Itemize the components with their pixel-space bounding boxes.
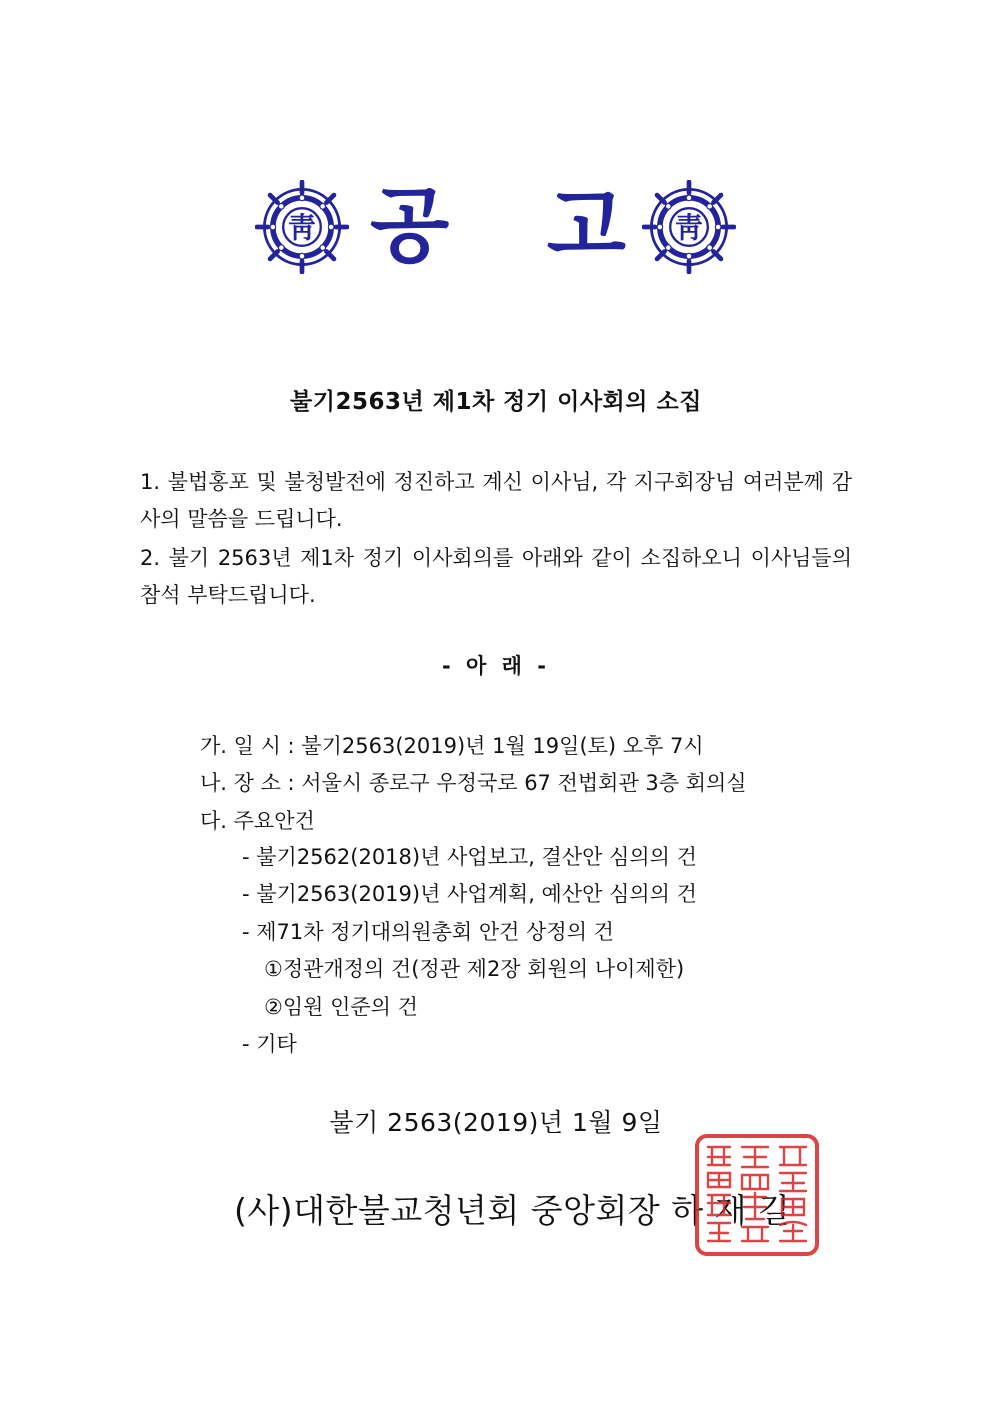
dharma-wheel-emblem-icon [642, 180, 736, 274]
agenda-item-other: - 기타 [242, 1032, 297, 1056]
dharma-wheel-emblem-icon [255, 180, 349, 274]
notice-date: 불기 2563(2019)년 1월 9일 [329, 1108, 663, 1137]
agenda-item: - 제71차 정기대의원총회 안건 상정의 건 [242, 920, 614, 944]
signer-name: (사)대한불교청년회 중앙회장 하 재 길 [234, 1191, 791, 1230]
paragraph-2: 2. 불기 2563년 제1차 정기 이사회의를 아래와 같이 소집하오니 이사님들의 참석 부탁드립니다. [140, 546, 852, 607]
title-char-1: 공 [370, 179, 450, 274]
agenda-sub-item: ①정관개정의 건(정관 제2장 회원의 나이제한) [264, 957, 685, 981]
agenda-sub-item: ②임원 인준의 건 [264, 995, 418, 1019]
emblem-character: 靑 [287, 211, 317, 245]
detail-when: 가. 일 시 : 불기2563(2019)년 1월 19일(토) 오후 7시 [200, 734, 704, 758]
official-seal [694, 1133, 820, 1257]
detail-where: 나. 장 소 : 서울시 종로구 우정국로 67 전법회관 3층 회의실 [200, 771, 747, 795]
notice-subtitle: 불기2563년 제1차 정기 이사회의 소집 [290, 389, 702, 415]
notice-header [0, 178, 992, 278]
agenda-title: 다. 주요안건 [200, 809, 315, 833]
emblem-character: 靑 [674, 211, 704, 245]
agenda-item: - 불기2563(2019)년 사업계획, 예산안 심의의 건 [242, 882, 697, 906]
section-mark: - 아 래 - [442, 654, 550, 678]
notice-title [370, 180, 626, 274]
seal-stamp-icon [694, 1133, 820, 1257]
agenda-item: - 불기2562(2018)년 사업보고, 결산안 심의의 건 [242, 845, 697, 869]
paragraph-1: 1. 불법홍포 및 불청발전에 정진하고 계신 이사님, 각 지구회장님 여러분께 감사의 말씀을 드립니다. [140, 470, 852, 531]
title-char-2: 고 [546, 179, 626, 274]
